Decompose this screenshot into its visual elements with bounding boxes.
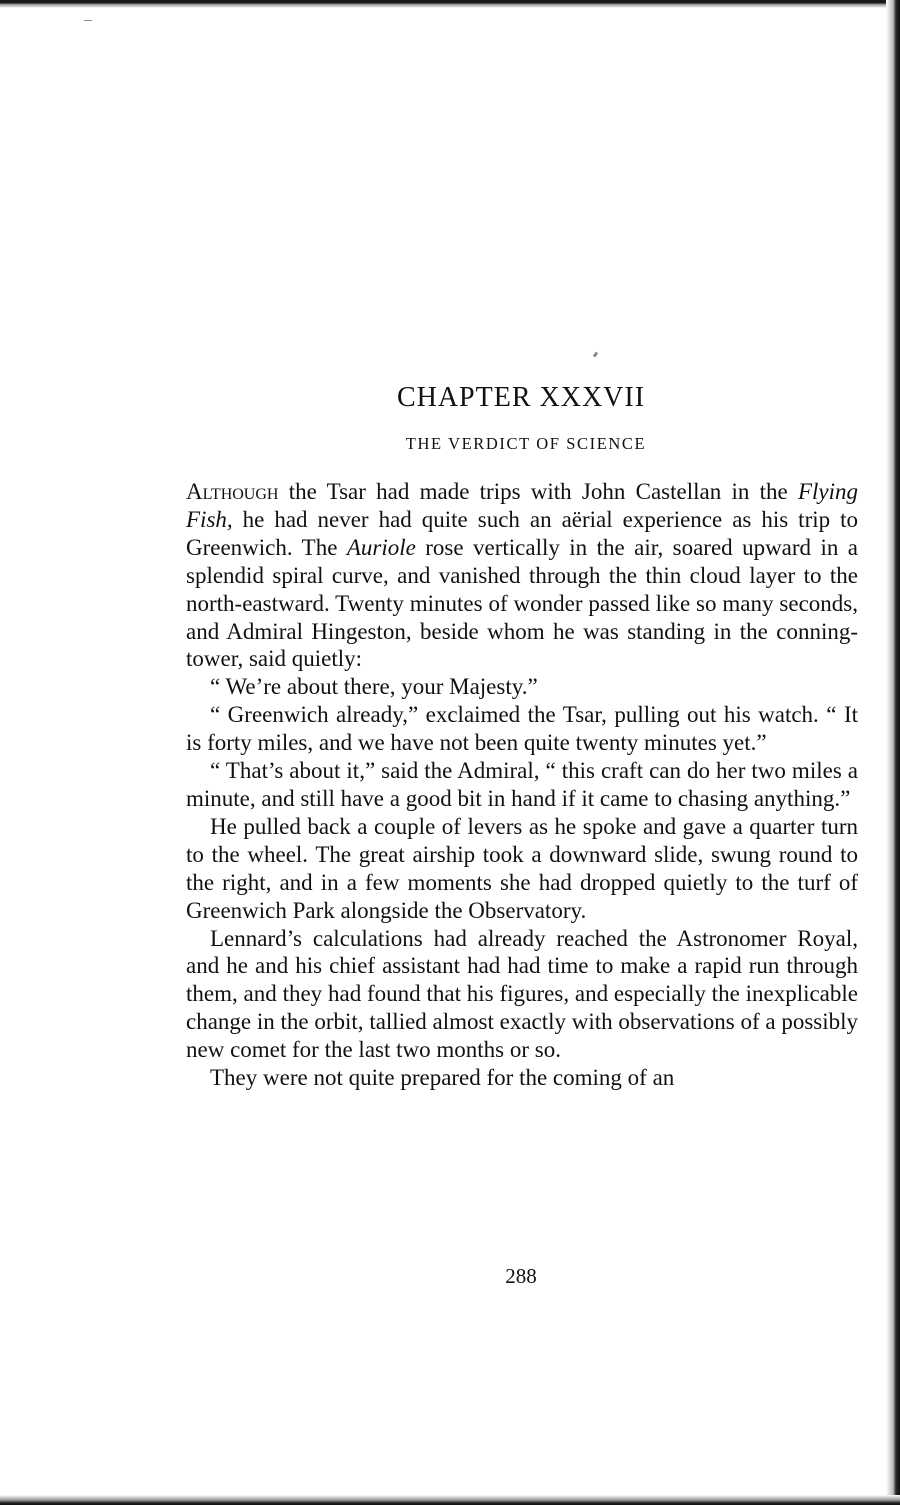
- text-run: “ We’re about there, your Majesty.”: [210, 674, 538, 700]
- paragraph: [186, 813, 858, 925]
- scan-speck: [84, 20, 92, 21]
- chapter-subtitle: THE VERDICT OF SCIENCE: [405, 434, 647, 453]
- paragraph: [186, 1064, 858, 1092]
- paragraph: [186, 701, 858, 757]
- text-run: “ Greenwich already,” exclaimed the Tsar, pulling out his watch. “ It is forty miles, and we have not been quite twenty minutes yet.”: [186, 702, 858, 756]
- text-run: He pulled back a couple of levers as he spoke and gave a quarter turn to the wheel. The great airship took a downward slide, swung round to the right, and in a few moments she had dropped quietly to the turf of Greenwich Park alongside the Observatory.: [186, 813, 858, 923]
- italic-text: Auriole: [346, 534, 416, 560]
- scan-right-edge: [886, 0, 900, 1505]
- scan-speck: [593, 352, 598, 358]
- page-number: 288: [505, 1264, 537, 1288]
- scan-bottom-edge: [0, 1495, 900, 1505]
- text-run: Lennard’s calculations had already reached the Astronomer Royal, and he and his chief assistant had had time to make a rapid run through them, and they had found that his figures, and especially the inexplicable change in the orbit, tallied almost exactly with observations of a possibly new comet for the last two months or so.: [186, 925, 858, 1063]
- text-run: “ That’s about it,” said the Admiral, “ this craft can do her two miles a minute, and still have a good bit in hand if it came to chasing anything.”: [186, 758, 858, 811]
- paragraph: [186, 478, 858, 673]
- text-run: the Tsar had made trips with John Castellan in the: [278, 479, 798, 504]
- paragraph-lead-word: Although: [186, 479, 279, 504]
- text-run: They were not quite prepared for the coming of an: [210, 1065, 675, 1091]
- scan-top-edge: [0, 0, 900, 8]
- chapter-title: CHAPTER XXXVII: [396, 382, 646, 413]
- paragraph: [186, 925, 858, 1065]
- paragraph: [186, 673, 858, 701]
- italic-text: Flying Fish,: [186, 479, 858, 532]
- paragraph: [186, 757, 858, 813]
- text-run: rose vertically in the air, soared upward in a splendid spiral curve, and vanished through the thin cloud layer to the north-eastward. Twenty minutes of wonder passed like so many seconds, and Admiral Hingeston, beside whom he was standing in the conning-tower, said quietly:: [186, 534, 858, 672]
- text-run: he had never had quite such an aërial experience as his trip to Greenwich. The: [186, 506, 858, 560]
- body-text: [186, 478, 858, 1092]
